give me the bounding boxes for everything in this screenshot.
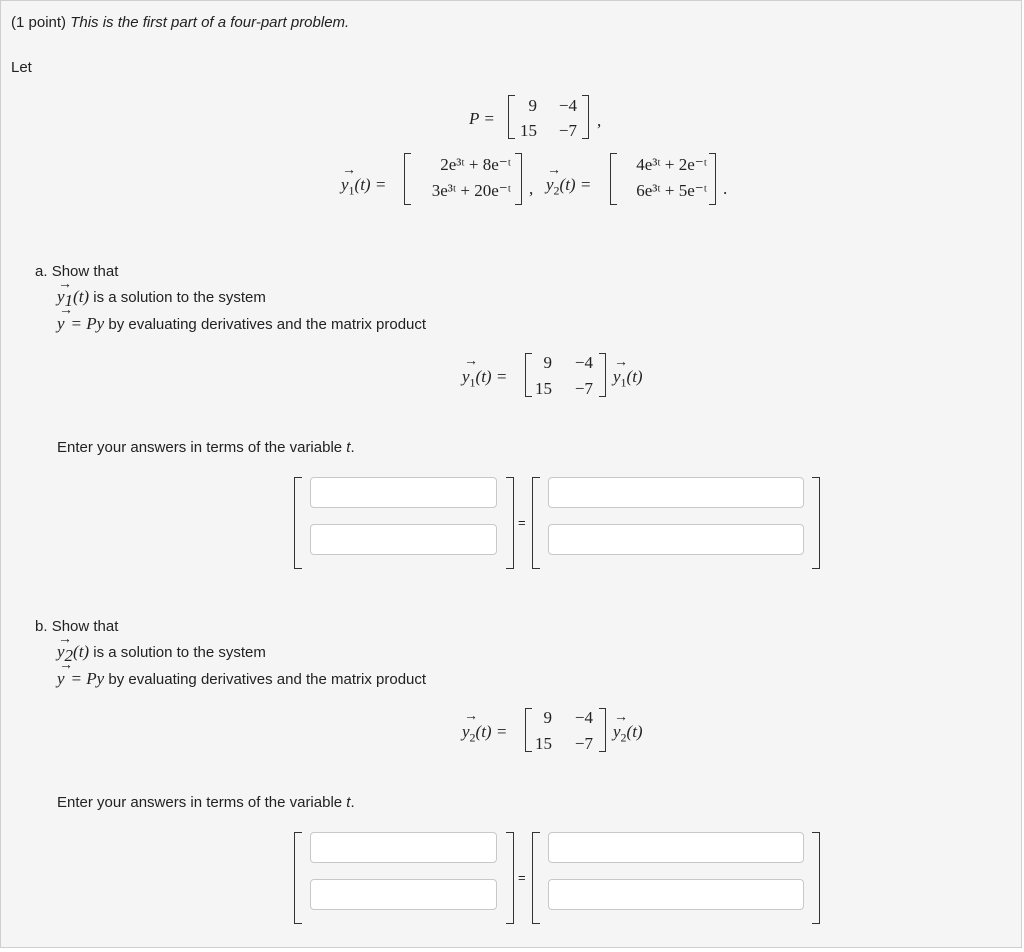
- p-cell-22: −7: [558, 121, 577, 140]
- p-cell-21: 15: [520, 121, 537, 140]
- y2-period: .: [723, 179, 728, 198]
- part-a-rhs-bottom-input[interactable]: [548, 524, 804, 555]
- part-b-rhs-left-bracket: [532, 832, 540, 924]
- part-b-p-cell-11: 9: [543, 708, 552, 727]
- part-a-equals: =: [518, 515, 526, 530]
- y1-right-bracket: [515, 153, 522, 205]
- p-right-bracket: [582, 95, 589, 139]
- p-cell-11: 9: [528, 96, 537, 115]
- part-b-equals: =: [518, 870, 526, 885]
- y1-left-bracket: [404, 153, 411, 205]
- p-label: P =: [469, 109, 495, 128]
- part-b-marker: b.: [35, 618, 48, 635]
- part-a-p-cell-22: −7: [574, 379, 593, 398]
- part-b-rhs-bottom-input[interactable]: [548, 879, 804, 910]
- y2-label: → $y_2(t)$ =: [546, 175, 591, 198]
- part-a-lhs-right-bracket: [506, 477, 514, 569]
- y1-comma: ,: [529, 179, 534, 198]
- points-label: (1 point): [11, 14, 67, 31]
- part-b-rhs-right-bracket: [812, 832, 820, 924]
- part-b-line2: → $y_2(t)$ is a solution to the system: [57, 643, 266, 665]
- part-b-lhs-top-input[interactable]: [310, 832, 497, 863]
- part-a-instruction: Enter your answers in terms of the variable t.: [57, 439, 355, 456]
- part-b-instruction: Enter your answers in terms of the variable t.: [57, 794, 355, 811]
- y-vector-symbol: → y: [341, 175, 349, 195]
- y2-row1: 4e³ᵗ + 2e⁻ᵗ: [636, 155, 707, 174]
- part-b-y2-term: → $y_2(t)$: [613, 722, 643, 745]
- part-a-p-right-bracket: [599, 353, 606, 397]
- part-a-line2: → $y_1(t)$ is a solution to the system: [57, 288, 266, 310]
- part-a-lhs-bottom-input[interactable]: [310, 524, 497, 555]
- part-a-lhs-left-bracket: [294, 477, 302, 569]
- part-a-lhs-top-input[interactable]: [310, 477, 497, 508]
- part-a-show-that: Show that: [51, 263, 119, 280]
- part-b-p-cell-21: 15: [535, 734, 552, 753]
- part-a-y1-term: → $y_1(t)$: [613, 367, 643, 390]
- y2-right-bracket: [709, 153, 716, 205]
- let-label: Let: [11, 59, 32, 76]
- problem-header: [11, 14, 349, 32]
- intro-text: This is the first part of a four-part problem.: [70, 14, 350, 31]
- y1-row1: 2e³ᵗ + 8e⁻ᵗ: [440, 155, 511, 174]
- y1-row2: 3e³ᵗ + 20e⁻ᵗ: [431, 181, 511, 200]
- part-b-lhs-left-bracket: [294, 832, 302, 924]
- part-a-line3: y → = Py by evaluating derivatives and the matrix product: [57, 315, 426, 334]
- part-a-p-cell-11: 9: [543, 353, 552, 372]
- part-a-derivative-label: $y \to_1(t)$ =: [462, 367, 507, 390]
- part-b-p-right-bracket: [599, 708, 606, 752]
- part-b-line3: y → = Py by evaluating derivatives and the matrix product: [57, 670, 426, 689]
- part-a-rhs-top-input[interactable]: [548, 477, 804, 508]
- p-comma: ,: [597, 111, 602, 130]
- part-a-p-cell-12: −4: [574, 353, 593, 372]
- part-b-p-cell-22: −7: [574, 734, 593, 753]
- part-a-rhs-left-bracket: [532, 477, 540, 569]
- part-a-heading: [35, 263, 118, 281]
- p-cell-12: −4: [558, 96, 577, 115]
- part-b-lhs-bottom-input[interactable]: [310, 879, 497, 910]
- y2-row2: 6e³ᵗ + 5e⁻ᵗ: [636, 181, 707, 200]
- part-b-derivative-label: $y \to_2(t)$ =: [462, 722, 507, 745]
- part-a-rhs-right-bracket: [812, 477, 820, 569]
- part-b-show-that: Show that: [51, 618, 119, 635]
- part-b-lhs-right-bracket: [506, 832, 514, 924]
- y1-label: → $y_1(t)$ =: [341, 175, 386, 198]
- part-b-heading: [35, 618, 118, 636]
- part-a-marker: a.: [35, 263, 48, 280]
- part-b-rhs-top-input[interactable]: [548, 832, 804, 863]
- part-a-p-cell-21: 15: [535, 379, 552, 398]
- part-b-p-cell-12: −4: [574, 708, 593, 727]
